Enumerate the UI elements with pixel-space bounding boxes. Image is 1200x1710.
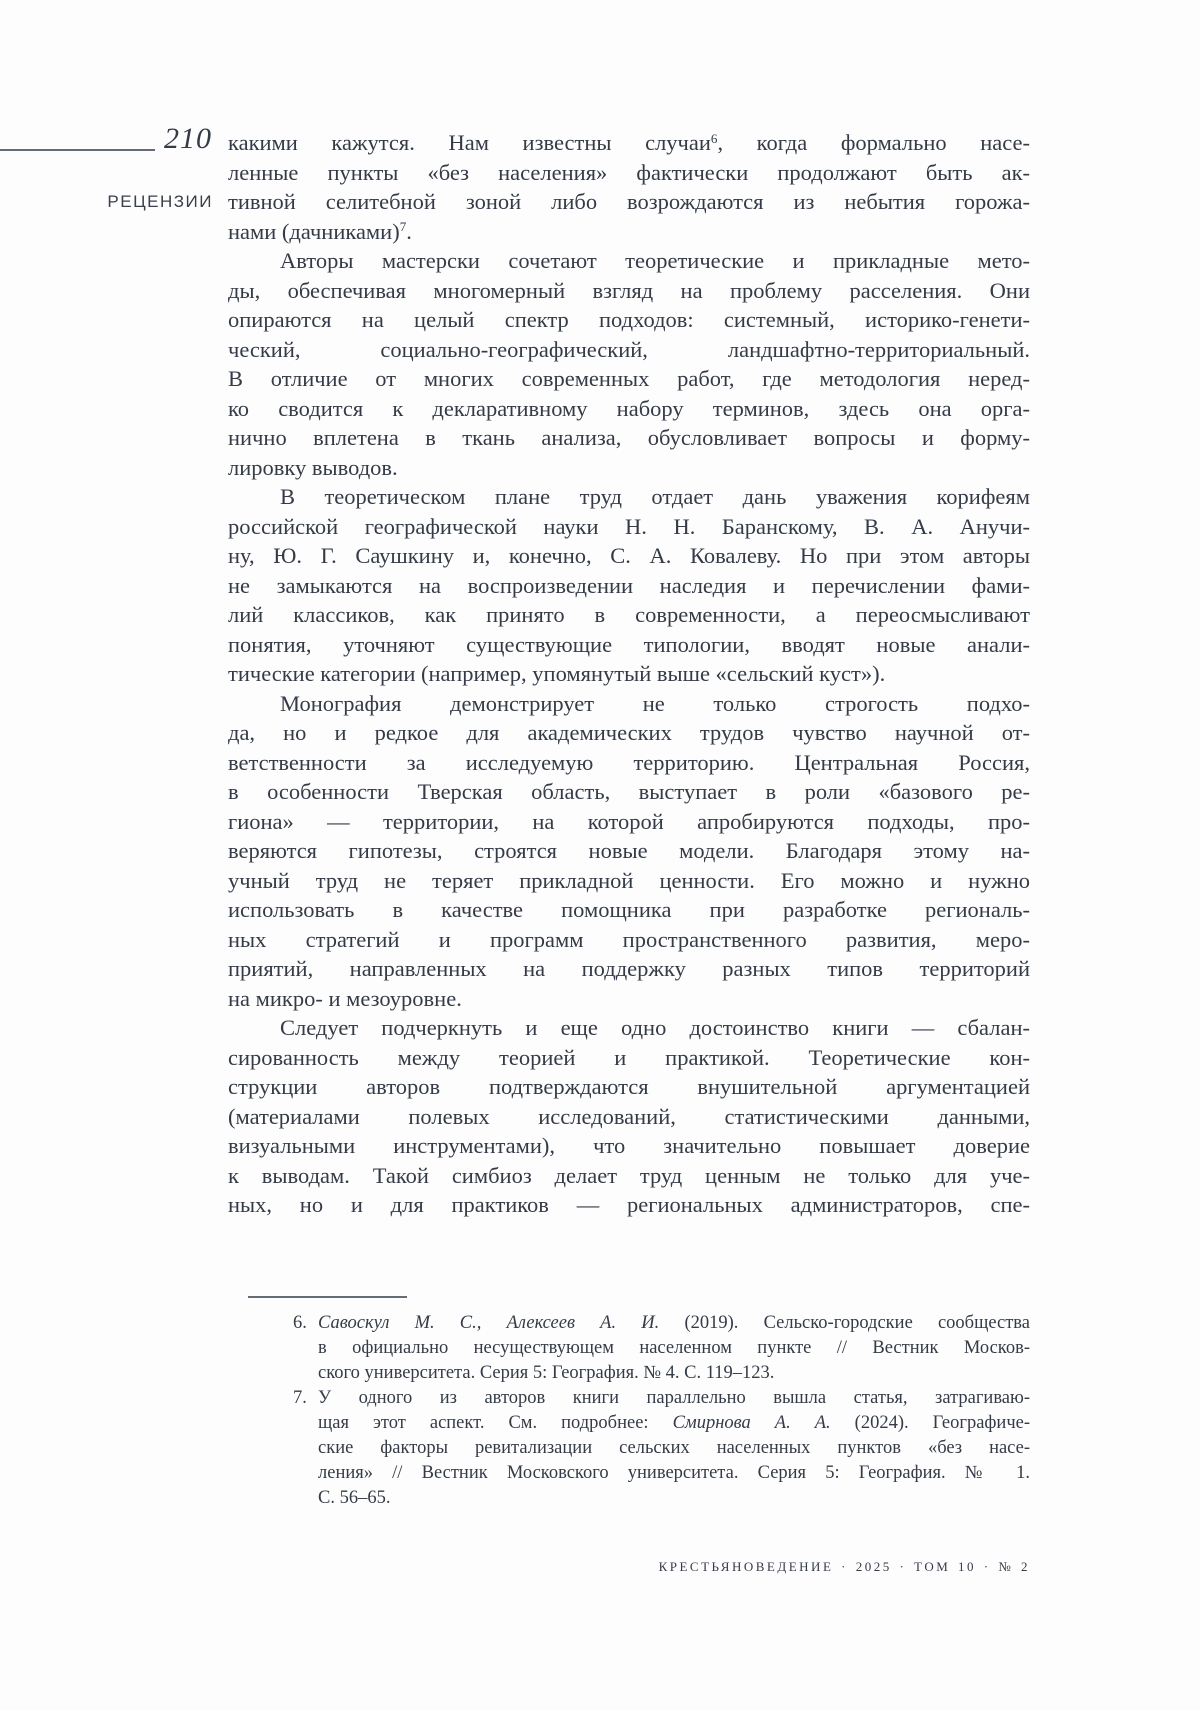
footnote [293, 1311, 1030, 1386]
footnote-text [318, 1386, 1030, 1511]
text-line: использовать в качестве помощника при разработке региональ- [228, 897, 1030, 922]
footnote-number: 6. [293, 1313, 307, 1333]
text-line: ну, Ю. Г. Саушкину и, конечно, С. А. Ковалеву. Но при этом авторы [228, 543, 1030, 568]
footnote-rule [248, 1296, 407, 1298]
running-footer: КРЕСТЬЯНОВЕДЕНИЕ · 2025 · ТОМ 10 · № 2 [658, 1559, 1030, 1574]
text-line: в официально несуществующем населенном пункте // Вестник Москов- [318, 1338, 1030, 1358]
text-line: опираются на целый спектр подходов: системный, историко-генети- [228, 307, 1030, 332]
text-line: С. 56–65. [318, 1488, 391, 1508]
footnote-text [318, 1311, 1030, 1386]
text-line: ские факторы ревитализации сельских населенных пунктов «без насе- [318, 1438, 1030, 1458]
text-line: В отличие от многих современных работ, где методология неред- [228, 366, 1030, 391]
text-line: струкции авторов подтверждаются внушительной аргументацией [228, 1074, 1030, 1099]
paragraph [228, 1013, 1030, 1220]
text-line: Монография демонстрирует не только строгость подхо- [280, 690, 1030, 716]
text-line: на микро- и мезоуровне. [228, 985, 462, 1011]
footnote-reference: 7 [399, 219, 407, 235]
text-line: да, но и редкое для академических трудов чувство научной от- [228, 720, 1030, 745]
text-line: сированность между теорией и практикой. Теоретические кон- [228, 1044, 1030, 1070]
text-line: визуальными инструментами), что значительно повышает доверие [228, 1133, 1030, 1158]
text-line: нично вплетена в ткань анализа, обусловливает вопросы и форму- [228, 425, 1030, 450]
text-line: нами (дачниками)$^7$. [228, 218, 412, 244]
paragraph [228, 482, 1030, 689]
section-label: РЕЦЕНЗИИ [107, 192, 213, 211]
text-line: ветственности за исследуемую территорию. Центральная Россия, [228, 749, 1030, 775]
text-line: приятий, направленных на поддержку разных типов территорий [228, 956, 1030, 981]
text-line: лий классиков, как принято в современности, а переосмысливают [228, 602, 1030, 627]
text-line: У одного из авторов книги параллельно вышла статья, затрагиваю- [318, 1388, 1030, 1408]
text-line: веряются гипотезы, строятся новые модели. Благодаря этому на- [228, 838, 1030, 863]
text-line: российской географической науки Н. Н. Баранскому, В. А. Анучи- [228, 513, 1030, 539]
text-line: Савоскул М. С., Алексеев А. И. (2019). Сельско-городские сообщества [318, 1313, 1031, 1333]
italic-text: Смирнова А. А. [672, 1413, 831, 1433]
body-text [228, 128, 1030, 1220]
paragraph [228, 689, 1030, 1014]
text-line: ко сводится к декларативному набору терминов, здесь она орга- [228, 395, 1030, 421]
text-line: ского университета. Серия 5: География. № 4. С. 119–123. [318, 1363, 775, 1383]
text-line: В теоретическом плане труд отдает дань уважения корифеям [280, 484, 1030, 509]
text-line: ды, обеспечивая многомерный взгляд на проблему расселения. Они [228, 277, 1030, 303]
text-line: к выводам. Такой симбиоз делает труд ценным не только для уче- [228, 1162, 1030, 1188]
italic-text: Савоскул М. С., Алексеев А. И. [318, 1313, 660, 1333]
text-line: щая этот аспект. См. подробнее: Смирнова А. А. (2024). Географиче- [318, 1413, 1030, 1433]
paragraph [228, 246, 1030, 482]
text-line: тические категории (например, упомянутый выше «сельский куст»). [228, 661, 886, 686]
text-line: в особенности Тверская область, выступает в роли «базового ре- [228, 779, 1030, 804]
text-line: лировку выводов. [228, 454, 398, 480]
footnotes [293, 1311, 1030, 1511]
footnote [293, 1386, 1030, 1511]
footnote-reference: 6 [710, 130, 718, 146]
text-line: тивной селитебной зоной либо возрождаются из небытия горожа- [228, 189, 1030, 214]
text-line: какими кажутся. Нам известны случаи$^6$, когда формально насе- [228, 130, 1031, 155]
text-line: ных стратегий и программ пространственного развития, меро- [228, 926, 1030, 952]
text-line: ления» // Вестник Московского университета. Серия 5: География. № 1. [318, 1463, 1030, 1483]
text-line: ческий, социально-географический, ландшафтно-территориальный. [228, 336, 1030, 362]
text-line: учный труд не теряет прикладной ценности. Его можно и нужно [228, 867, 1030, 893]
text-line: (материалами полевых исследований, статистическими данными, [228, 1103, 1030, 1129]
text-line: не замыкаются на воспроизведении наследия и перечислении фами- [228, 572, 1030, 598]
text-line: Следует подчеркнуть и еще одно достоинство книги — сбалан- [280, 1015, 1030, 1040]
page-number: 210 [164, 122, 212, 155]
text-line: ленные пункты «без населения» фактически продолжают быть ак- [228, 159, 1030, 185]
paragraph [228, 128, 1030, 246]
footnote-number: 7. [293, 1388, 307, 1408]
text-line: понятия, уточняют существующие типологии, вводят новые анали- [228, 631, 1030, 657]
text-line: Авторы мастерски сочетают теоретические и прикладные мето- [280, 248, 1030, 273]
text-line: гиона» — территории, на которой апробируются подходы, про- [228, 808, 1030, 834]
text-line: ных, но и для практиков — региональных администраторов, спе- [228, 1192, 1030, 1217]
